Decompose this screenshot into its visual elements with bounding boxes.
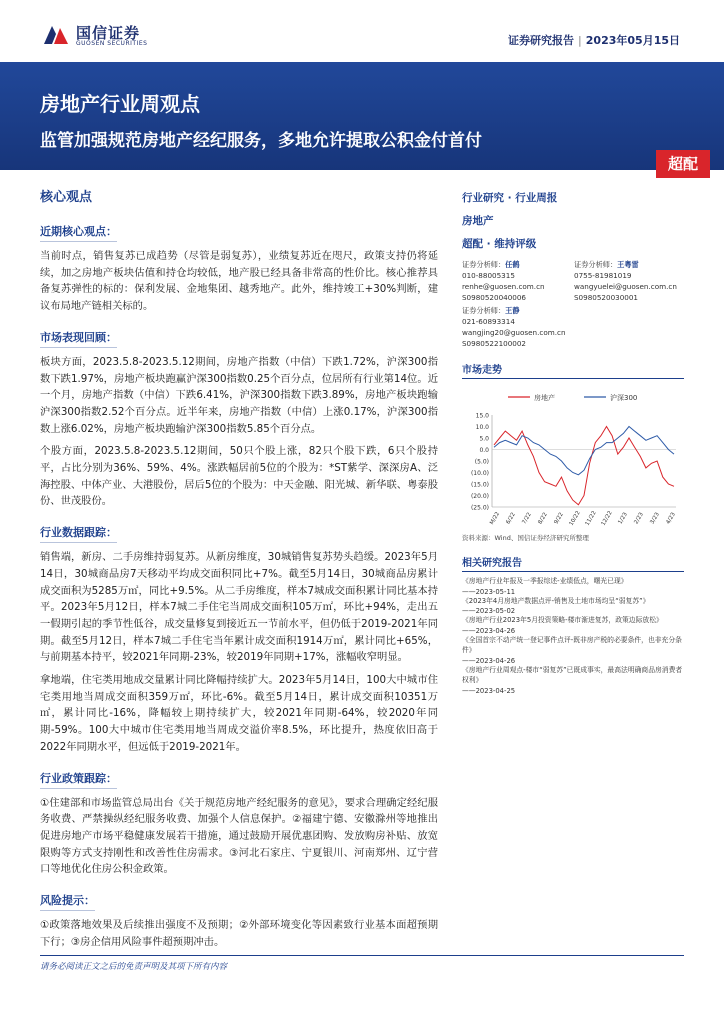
report-type: 证券研究报告 [508, 34, 575, 47]
related-report-date: ——2023-05-02 [462, 607, 516, 615]
logo-text-en: GUOSEN SECURITIES [76, 40, 148, 47]
section-market-review [40, 321, 438, 510]
footer-divider [40, 955, 684, 956]
x-tick-label: 2/23 [633, 511, 645, 526]
x-tick-label: 4/23 [665, 511, 677, 526]
section-recent-views [40, 215, 438, 315]
x-tick-label: 6/22 [505, 511, 517, 526]
related-report-title[interactable]: 《房地产行业2023年5月投资策略-楼市渐进复苏，政策边际放松》 [462, 616, 663, 624]
related-report-date: ——2023-04-26 [462, 656, 516, 665]
analyst-email[interactable]: renhe@guosen.com.cn [462, 282, 545, 291]
analyst-name: 王粤雷 [617, 260, 639, 269]
y-tick-label: (5.0) [474, 458, 489, 466]
section-paragraph: ①住建部和市场监管总局出台《关于规范房地产经纪服务的意见》，要求合理确定经纪服务收费、严禁操纵经纪服务收费、加强个人信息保护。②福建宁德、安徽滁州等地推出促进房地产市场平稳健康发展若干措施，通过鼓励开展优惠团购、发放购房补贴、放宽限购等方式支持刚性和改善性住房需求。③河北石家庄、宁夏银川、河南郑州、辽宁营口等地优化住房公积金政策。 [40, 796, 438, 876]
analyst-cert: S0980520040006 [462, 293, 527, 302]
y-tick-label: 15.0 [475, 412, 489, 420]
analyst-phone: 010-88005315 [462, 271, 515, 280]
analyst-cert: S0980522100002 [462, 339, 527, 348]
guosen-logo-icon [42, 22, 70, 48]
report-date: 2023年05月15日 [585, 34, 680, 47]
analyst-email[interactable]: wangyuelei@guosen.com.cn [574, 282, 677, 291]
x-tick-label: 7/22 [521, 511, 533, 526]
legend-label: 沪深300 [610, 394, 638, 402]
section-paragraph: ①政策落地效果及后续推出强度不及预期；②外部环境变化等因素致行业基本面超预期下行；③房企信用风险事件超预期冲击。 [40, 919, 438, 948]
logo[interactable] [42, 22, 182, 52]
x-tick-label: 12/22 [600, 510, 614, 527]
section-paragraph: 个股方面，2023.5.8-2023.5.12期间，50只个股上涨，82只个股下跌，6只个股持平，占比分别为36%、59%、4%。涨跌幅居前5位的个股为：*ST紫学、深深房A、泛海控股、中体产业、大港股份，居后5位的个股为：中天金融、阳光城、新华联、粤泰股份、世茂股份。 [40, 445, 438, 508]
analyst-email[interactable]: wangjing20@guosen.com.cn [462, 328, 566, 337]
report-title: 房地产行业周观点 [40, 92, 200, 116]
x-tick-label: 9/22 [553, 511, 565, 526]
rating-line: 超配 · 维持评级 [462, 238, 537, 250]
related-report-date: ——2023-04-25 [462, 686, 516, 695]
analyst-name: 任鹤 [505, 260, 520, 269]
analyst-role: 证券分析师： [462, 306, 506, 315]
y-tick-label: 5.0 [479, 435, 489, 443]
market-trend-chart [462, 385, 684, 531]
x-tick-label: 1/23 [617, 511, 629, 526]
analyst-card [574, 259, 684, 303]
x-tick-label: 3/23 [649, 511, 661, 526]
chart-source: 资料来源：Wind、国信证券经济研究所整理 [462, 534, 589, 542]
analyst-role: 证券分析师： [574, 260, 618, 269]
analyst-role: 证券分析师： [462, 260, 506, 269]
report-category: 行业研究 · 行业周报 [462, 192, 558, 204]
related-reports-heading: 相关研究报告 [462, 554, 684, 572]
section-policy-tracking [40, 762, 438, 879]
section-paragraph: 拿地端，住宅类用地成交量累计同比降幅持续扩大。2023年5月14日，100大中城市住宅类用地当周成交面积359万㎡，环比-6%。截至5月14日，累计成交面积10351万㎡，累计同比-16%，降幅较上期持续扩大，较2021年同期-64%，较2020年同期-59%。100大中城市住宅类用地当周成交溢价率8.5%，环比提升，热度依旧高于2022年同期水平，但远低于2019-2021年。 [40, 674, 438, 753]
x-tick-label: 10/22 [568, 510, 582, 527]
section-paragraph: 销售端，新房、二手房维持弱复苏。从新房维度，30城销售复苏势头趋缓。2023年5月14日，30城商品房7天移动平均成交面积同比+7%。截至5月14日，30城商品房累计成交面积为5285万㎡，同比+9.5%。从二手房维度，样本7城成交面积累计同比基本持平。2023年5月12日，样本7城二手住宅当周成交面积105万㎡，环比+94%，走出五一假期引起的季节性低谷，成交量修复到接近五一节前水平，但仍低于2019-2021年同期。截至5月12日，样本7城二手住宅当年累计成交面积1914万㎡，累计同比+65%，与前期基本持平，较2021年同期-23%，较2019年同期+17%，涨幅收窄明显。 [40, 551, 438, 664]
core-views-title: 核心观点 [40, 190, 93, 205]
analyst-phone: 0755-81981019 [574, 271, 632, 280]
industry-name: 房地产 [462, 215, 494, 227]
analyst-card [462, 259, 572, 303]
core-views-column [40, 186, 438, 957]
section-paragraph: 当前时点，销售复苏已成趋势（尽管是弱复苏），业绩复苏近在咫尺，政策支持仍将延续，加之房地产板块估值和持仓均较低，地产股已经具备非常高的性价比。核心推荐具备复苏弹性的标的：保利发展、金地集团、越秀地产。此外，维持竣工+30%判断，建议布局地产链相关标的。 [40, 250, 438, 313]
section-paragraph: 板块方面，2023.5.8-2023.5.12期间，房地产指数（中信）下跌1.72%，沪深300指数下跌1.97%，房地产板块跑赢沪深300指数0.25个百分点，位居所有行业第14位。近一个月，房地产指数（中信）下跌6.41%，沪深300指数下跌3.89%，房地产板块跑输沪深300指数2.52个百分点。近半年来，房地产指数（中信）上涨0.17%，沪深300指数上涨6.02%，房地产板块跑输沪深300指数5.85个百分点。 [40, 355, 438, 435]
section-risk-warning [40, 884, 438, 950]
top-bar [0, 0, 724, 58]
analyst-cert: S0980520030001 [574, 293, 639, 302]
title-banner [0, 62, 724, 173]
analyst-card [462, 305, 684, 349]
related-report-item[interactable] [462, 635, 684, 665]
related-report-item[interactable] [462, 596, 684, 616]
section-heading: 近期核心观点： [40, 223, 117, 242]
y-tick-label: (15.0) [470, 481, 489, 489]
section-industry-data [40, 516, 438, 755]
y-tick-label: (25.0) [470, 504, 489, 512]
section-heading: 风险提示： [40, 892, 95, 911]
meta-separator: | [578, 34, 582, 47]
market-trend-chart-svg [462, 385, 684, 531]
x-tick-label: 8/22 [537, 511, 549, 526]
analyst-name: 王静 [505, 306, 520, 315]
footer-disclaimer: 请务必阅读正文之后的免责声明及其项下所有内容 [40, 962, 228, 972]
x-tick-label: M/22 [489, 511, 502, 526]
section-heading: 市场表现回顾： [40, 329, 117, 348]
related-report-item[interactable] [462, 615, 684, 635]
related-reports-list [462, 576, 684, 695]
section-heading: 行业政策跟踪： [40, 770, 117, 789]
y-tick-label: (20.0) [470, 493, 489, 500]
y-tick-label: 10.0 [475, 424, 489, 431]
related-report-date: ——2023-04-26 [462, 626, 516, 635]
sidebar-column [462, 190, 684, 695]
legend-label: 房地产 [534, 394, 555, 402]
logo-text-cn: 国信证券 [76, 24, 141, 42]
y-tick-label: (10.0) [470, 470, 489, 477]
related-report-date: ——2023-05-11 [462, 587, 516, 596]
section-heading: 行业数据跟踪： [40, 524, 117, 543]
related-report-title[interactable]: 《房地产行业周观点-楼市“弱复苏”已既成事实，最高法明确商品房消费者权利》 [462, 665, 683, 684]
related-report-item[interactable] [462, 665, 684, 695]
related-report-item[interactable] [462, 576, 684, 596]
report-subtitle: 监管加强规范房地产经纪服务，多地允许提取公积金付首付 [40, 131, 482, 151]
analyst-row [462, 259, 684, 303]
market-trend-heading: 市场走势 [462, 361, 684, 379]
analyst-phone: 021-60893314 [462, 317, 515, 326]
y-tick-label: 0.0 [479, 447, 489, 454]
report-meta [508, 32, 680, 48]
related-report-title[interactable]: 《全国首宗不动产统一登记事件点评-既非房产税的必要条件，也非充分条件》 [462, 635, 682, 654]
related-report-title[interactable]: 《房地产行业年报及一季报综述-业绩低点，曙光已现》 [462, 577, 628, 585]
rating-badge: 超配 [656, 150, 710, 178]
x-tick-label: 11/22 [584, 510, 598, 527]
related-report-title[interactable]: 《2023年4月房地产数据点评-销售及土地市场均呈“弱复苏”》 [462, 596, 650, 605]
